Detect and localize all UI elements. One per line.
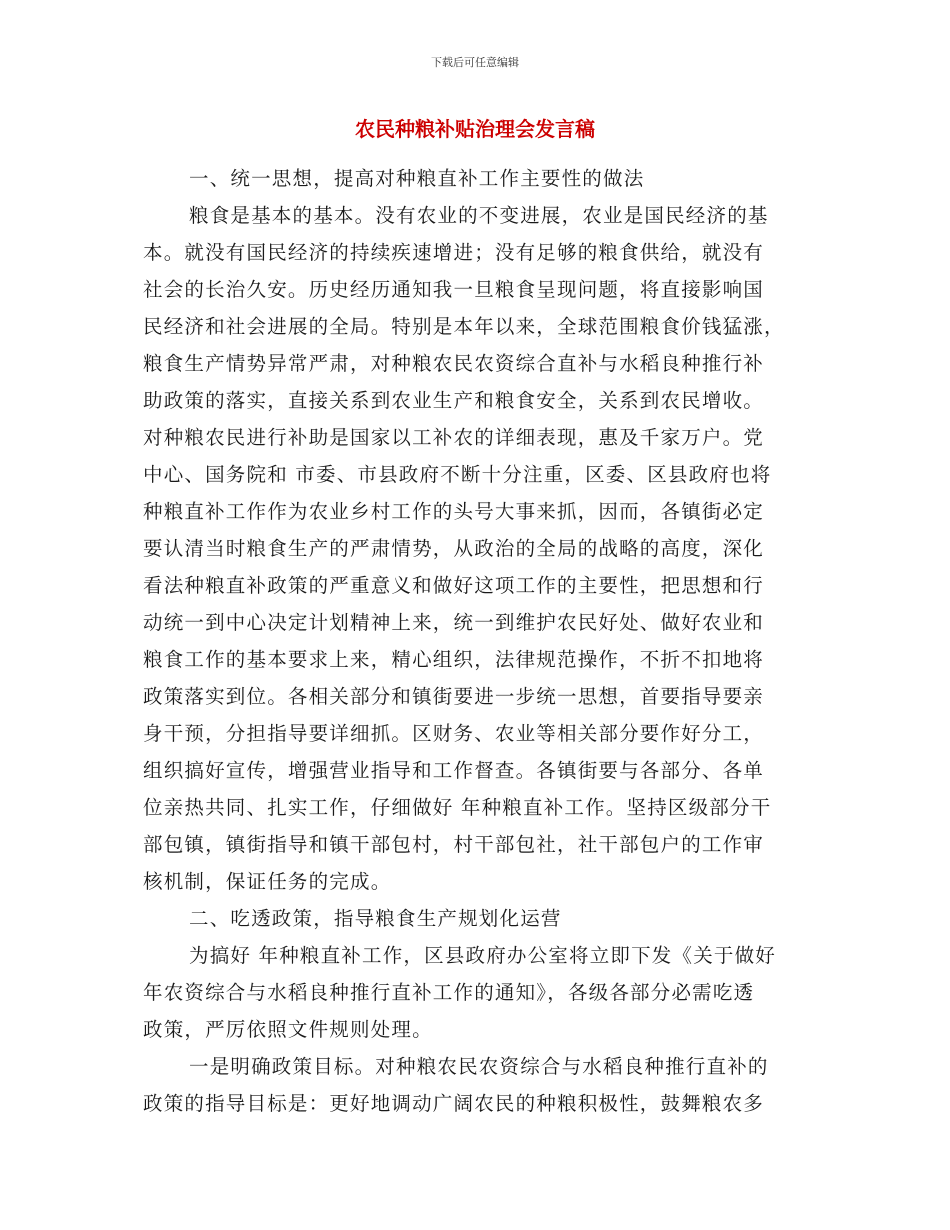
paragraph-line: 中心、国务院和 市委、市县政府不断十分注重，区委、区县政府也将 <box>143 463 772 486</box>
paragraph-line: 民经济和社会进展的全局。特别是本年以来，全球范围粮食价钱猛涨， <box>143 315 785 338</box>
paragraph-line: 社会的长治久安。历史经历通知我一旦粮食呈现问题，将直接影响国 <box>143 278 765 301</box>
paragraph-line: 粮食是基本的基本。没有农业的不变进展，农业是国民经济的基 <box>189 204 769 227</box>
paragraph-line: 一是明确政策目标。对种粮农民农资综合与水稻良种推行直补的 <box>189 1055 769 1078</box>
paragraph-line: 动统一到中心决定计划精神上来，统一到维护农民好处、做好农业和 <box>143 611 765 634</box>
paragraph-line: 核机制，保证任务的完成。 <box>143 870 392 893</box>
paragraph-line: 政策落实到位。各相关部分和镇街要进一步统一思想，首要指导要亲 <box>143 685 765 708</box>
paragraph-line: 组织搞好宣传，增强营业指导和工作督查。各镇街要与各部分、各单 <box>143 759 765 782</box>
paragraph-line: 要认清当时粮食生产的严肃情势，从政治的全局的战略的高度，深化 <box>143 537 765 560</box>
paragraph-line: 政策，严厉依照文件规则处理。 <box>143 1018 433 1041</box>
document-title: 农民种粮补贴治理会发言稿 <box>355 117 595 141</box>
paragraph-line: 看法种粮直补政策的严重意义和做好这项工作的主要性，把思想和行 <box>143 574 765 597</box>
paragraph-line: 部包镇，镇街指导和镇干部包村，村干部包社，社干部包户的工作审 <box>143 833 765 856</box>
paragraph-line: 政策的指导目标是：更好地调动广阔农民的种粮积极性，鼓舞粮农多 <box>143 1092 765 1115</box>
paragraph-line: 粮食生产情势异常严肃，对种粮农民农资综合直补与水稻良种推行补 <box>143 352 765 375</box>
paragraph-line: 身干预，分担指导要详细抓。区财务、农业等相关部分要作好分工， <box>143 722 765 745</box>
paragraph-line: 为搞好 年种粮直补工作，区县政府办公室将立即下发《关于做好 <box>189 944 776 967</box>
paragraph-line: 助政策的落实，直接关系到农业生产和粮食安全，关系到农民增收。 <box>143 389 765 412</box>
paragraph-line: 对种粮农民进行补助是国家以工补农的详细表现，惠及千家万户。党 <box>143 426 765 449</box>
paragraph-line: 年农资综合与水稻良种推行直补工作的通知》，各级各部分必需吃透 <box>143 981 755 1004</box>
page-header-note: 下载后可任意编辑 <box>431 56 519 69</box>
paragraph-line: 种粮直补工作作为农业乡村工作的头号大事来抓，因而，各镇街必定 <box>143 500 765 523</box>
paragraph-line: 本。就没有国民经济的持续疾速增进；没有足够的粮食供给，就没有 <box>143 241 765 264</box>
section-heading: 一、统一思想，提高对种粮直补工作主要性的做法 <box>189 167 645 190</box>
section-heading: 二、吃透政策，指导粮食生产规划化运营 <box>189 907 562 930</box>
paragraph-line: 位亲热共同、扎实工作，仔细做好 年种粮直补工作。坚持区级部分干 <box>143 796 772 819</box>
paragraph-line: 粮食工作的基本要求上来，精心组织，法律规范操作，不折不扣地将 <box>143 648 765 671</box>
